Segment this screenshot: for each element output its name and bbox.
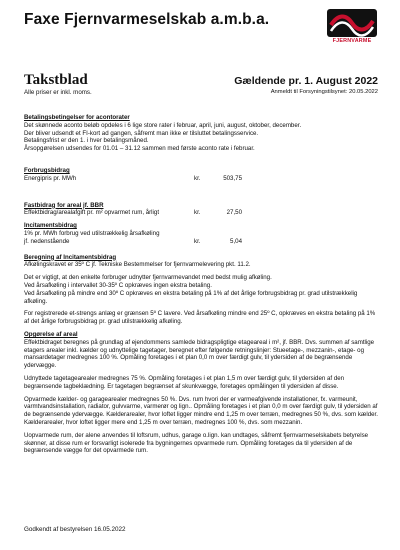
- payment-line: Årsopgørelsen udsendes for 01.01 – 31.12 sammen med første aconto rate i februar.: [24, 145, 255, 153]
- area-price: 27,50: [226, 209, 242, 217]
- currency: kr.: [194, 174, 201, 182]
- incentive-row: [24, 238, 378, 246]
- fixed-heading: Fastbidrag for areal jf. BBR: [24, 201, 104, 209]
- area-paragraph: Uopvarmede rum, der alene anvendes til loftsrum, udhus, garage o.lign. kan undtages, såfremt fjernvarmeselskabets betyrelse skønner, at disse rum er forsvarligt isolerede fra bygningernes opvarmede rum. Opmåling foretages da til ydersiden af de begrænsende vægge for det opvarmede rum.: [24, 431, 369, 455]
- consumption-heading: Forbrugsbidrag: [24, 166, 70, 174]
- calc-heading: Beregning af Incitamentsbidrag: [24, 253, 117, 261]
- paragraph: Ved årsafkøling på mindre end 30º C opkræves en ekstra betaling på 1% af det årlige forbrugsbidrag pr. grad utilstrækkelig afkøling.: [24, 289, 358, 305]
- fixed-row: [24, 209, 378, 217]
- approved-note: Anmeldt til Forsyningstilsynet: 20.05.2022: [270, 89, 378, 95]
- paragraph: Det er vigtigt, at den enkelte forbruger udnytter fjernvarmevandet med bedst mulig afkøling.: [24, 274, 272, 282]
- energy-price: 503,75: [223, 174, 242, 182]
- area-paragraph: Effektbidraget beregnes på grundlag af ejendommens samlede bidragspligtige etageareal i m², jf. BBR. Dvs. summen af samtlige etagers arealer inkl. kælder og udnyttelige tagetager, beregnet efter følgende retningslinjer: Stueetage-, mezzanin-, etage- og mansardetager medregnes 100 %. Opmåling foretages i et plan 0,0 m over færdigt gulv, til ydersiden af de begrænsende ydervægge.: [24, 338, 375, 370]
- incentive-heading: Incitamentsbidrag: [24, 222, 77, 230]
- area-heading: Opgørelse af areal: [24, 330, 78, 338]
- area-paragraph: Udnyttede tagetagearealer medregnes 75 %. Opmåling foretages i et plan 1,5 m over færdigt gulv, til ydersiden af den begrænsende tagbeklædning. Er tagetagen begrænset af skunkvægge, foretages opmålingen til ydersiden af disse.: [24, 374, 345, 390]
- approval-footer: Godkendt af bestyrelsen 16.05.2022: [24, 526, 126, 533]
- company-name: Faxe Fjernvarmeselskab a.m.b.a.: [24, 11, 270, 28]
- tariff-content: [24, 114, 378, 455]
- paragraph: Ved årsafkøling i intervallet 30-35º C opkræves ingen ekstra betaling.: [24, 281, 212, 289]
- consumption-row: [24, 175, 378, 183]
- valid-from: Gældende pr. 1. August 2022: [234, 75, 378, 87]
- price-note: Alle priser er inkl. moms.: [24, 89, 92, 96]
- payment-line: Det skønnede aconto beløb opdeles i 6 lige store rater i februar, april, juni, august, oktober, december.: [24, 121, 302, 129]
- payment-line: Der bliver udsendt et FI-kort ad gangen, såfremt man ikke er tilsluttet betalingsservice.: [24, 129, 259, 137]
- fixed-label: Effektbidrag/arealafgift pr. m² opvarmet rum, årligt: [24, 209, 160, 217]
- incentive-line: 1% pr. MWh forbrug ved utilstrækkelig årsafkøling: [24, 229, 160, 237]
- payment-heading: Betalingsbetingelser for acontorater: [24, 114, 130, 121]
- consumption-label: Energipris pr. MWh: [24, 174, 77, 182]
- currency: kr.: [194, 209, 201, 217]
- incentive-price: 5,04: [230, 237, 242, 245]
- payment-line: Betalingsfrist er den 1. i hver betalingsmåned.: [24, 137, 149, 145]
- paragraph: For registrerede et-strengs anlæg er grænsen 5º C lavere. Ved årsafkøling mindre end 25º C, opkræves en ekstra betaling på 1% af det årlige forbrugsbidrag pr. grad utilstrækkelig afkøling.: [24, 310, 376, 326]
- calc-line: Afkølingskravet er 35º C jf. Tekniske Bestemmelser for fjernvarmelevering pkt. 11.2.: [24, 261, 251, 269]
- area-paragraph: Opvarmede kælder- og garagearealer medregnes 50 %. Dvs. rum hvori der er varmeafgivende installationer, fx. varmeunit, varmtvandsinstallation, radiator, gulvvarme, varmerør og lign.. Opmåling foretages i et plan 0,0 m over færdigt gulv, til ydersiden af de begrænsende ydervægge. Kælderarealer, hvor loftet ligger mindre end 1,25 m over terræn, medregnes 50 %, dvs. som kælder. Kælderarealer, hvor loftet ligger mere end 1,25 m over terræn, medregnes 100 %, dvs. som mezzanin.: [24, 395, 378, 426]
- page-title: Takstblad: [24, 72, 88, 88]
- logo-text: FJERNVARME: [332, 38, 372, 44]
- incentive-label: jf. nedenstående: [24, 237, 70, 245]
- currency: kr.: [194, 237, 201, 245]
